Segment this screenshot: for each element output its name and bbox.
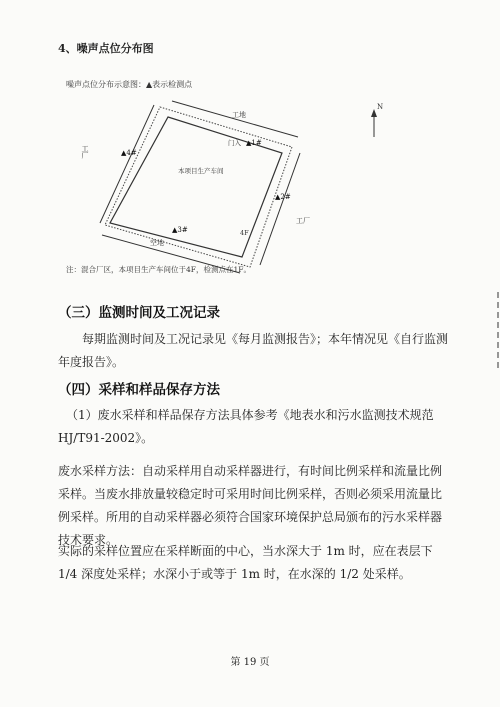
section-3-text: 每期监测时间及工况记录见《每月监测报告》；本年情况见《自行监测年度报告》。 <box>58 332 449 369</box>
label-left: 工厂 <box>81 145 89 159</box>
section-4-paragraph-2: 废水采样方法：自动采样用自动采样器进行，有时间比例采样和流量比例采样。当废水排放量较稳定时可采用时间比例采样，否则必须采用流量比例采样。所用的自动采样器必须符合国家环境保护总局颁布的污水采样器技术要求。 <box>58 464 443 547</box>
boundary-line-left <box>100 105 154 223</box>
page-number: 第 19 页 <box>230 657 270 668</box>
label-floor: 4F <box>240 229 249 237</box>
point-1: ▲1# <box>246 139 262 147</box>
diagram-caption: 噪声点位分布示意图：▲表示检测点 <box>66 80 193 89</box>
section-4-paragraph-1: （1）废水采样和样品保存方法具体参考《地表水和污水监测技术规范HJ/T91-2002》。 <box>58 408 434 445</box>
site-boundary <box>105 107 292 267</box>
north-label: N <box>377 103 384 111</box>
label-gate: 门入 <box>228 139 241 147</box>
boundary-line-top <box>172 101 298 137</box>
point-3: ▲3# <box>172 226 188 234</box>
workshop-outline <box>110 117 282 257</box>
diagram-note: 注：混合厂区，本项目生产车间位于4F，检测点在1F。 <box>66 265 251 274</box>
label-right: 工厂 <box>296 217 310 225</box>
section-3-title: （三）监测时间及工况记录 <box>58 305 220 321</box>
section-heading-noise-map: 4、噪声点位分布图 <box>58 42 154 55</box>
scan-edge-mark <box>492 292 500 372</box>
boundary-line-right <box>260 153 300 265</box>
north-arrow-icon <box>371 109 377 137</box>
section-4-paragraph-3: 实际的采样位置应在采样断面的中心，当水深大于 1m 时，应在表层下 1/4 深度处采样；水深小于或等于 1m 时，在水深的 1/2 处采样。 <box>58 544 433 581</box>
section-4-title: （四）采样和样品保存方法 <box>58 382 220 398</box>
noise-point-diagram <box>60 95 390 275</box>
label-top: 工地 <box>232 111 246 119</box>
label-bottom: 空地 <box>150 239 164 247</box>
label-center: 本项目生产车间 <box>178 167 224 175</box>
point-2: ▲2# <box>275 193 291 201</box>
point-4: ▲4# <box>121 149 137 157</box>
